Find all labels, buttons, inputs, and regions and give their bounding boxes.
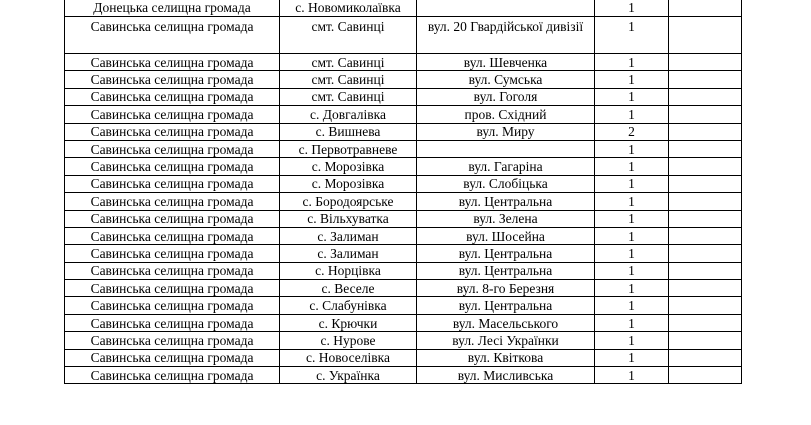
cell-street: вул. Центральна: [417, 297, 595, 314]
cell-community: Савинська селищна громада: [65, 106, 280, 123]
cell-settlement: с. Крючки: [280, 314, 417, 331]
cell-extra: [669, 106, 742, 123]
cell-count: 1: [595, 314, 669, 331]
table-row: [65, 17, 742, 54]
table-row: [65, 332, 742, 349]
cell-community: Савинська селищна громада: [65, 332, 280, 349]
cell-count: 1: [595, 158, 669, 175]
cell-count: 1: [595, 280, 669, 297]
cell-extra: [669, 71, 742, 88]
cell-community: Савинська селищна громада: [65, 175, 280, 192]
cell-count: 1: [595, 367, 669, 384]
cell-community: Савинська селищна громада: [65, 158, 280, 175]
cell-community: Савинська селищна громада: [65, 262, 280, 279]
table-row: [65, 106, 742, 123]
cell-settlement: смт. Савинці: [280, 54, 417, 71]
cell-count: 1: [595, 54, 669, 71]
cell-count: 1: [595, 210, 669, 227]
table-row: [65, 175, 742, 192]
table-row: [65, 349, 742, 366]
cell-settlement: с. Вишнева: [280, 123, 417, 140]
cell-extra: [669, 280, 742, 297]
cell-count: 1: [595, 297, 669, 314]
cell-extra: [669, 175, 742, 192]
cell-street: вул. Слобіцька: [417, 175, 595, 192]
table-row: [65, 0, 742, 17]
cell-extra: [669, 245, 742, 262]
cell-settlement: с. Вільхуватка: [280, 210, 417, 227]
cell-count: 2: [595, 123, 669, 140]
cell-settlement: с. Українка: [280, 367, 417, 384]
cell-extra: [669, 88, 742, 105]
cell-count: 1: [595, 227, 669, 244]
cell-street: вул. Гоголя: [417, 88, 595, 105]
cell-extra: [669, 367, 742, 384]
cell-street: вул. Масельського: [417, 314, 595, 331]
cell-community: Савинська селищна громада: [65, 245, 280, 262]
cell-street: пров. Східний: [417, 106, 595, 123]
cell-community: Савинська селищна громада: [65, 54, 280, 71]
table-body: [65, 0, 742, 384]
table-row: [65, 227, 742, 244]
cell-settlement: с. Первотравневе: [280, 140, 417, 157]
cell-settlement: смт. Савинці: [280, 71, 417, 88]
cell-street: вул. Квіткова: [417, 349, 595, 366]
table-row: [65, 314, 742, 331]
cell-community: Савинська селищна громада: [65, 88, 280, 105]
table-row: [65, 140, 742, 157]
cell-count: 1: [595, 175, 669, 192]
cell-settlement: с. Новомиколаївка: [280, 0, 417, 17]
cell-extra: [669, 227, 742, 244]
cell-street: вул. Лесі Українки: [417, 332, 595, 349]
cell-street: вул. Сумська: [417, 71, 595, 88]
cell-community: Донецька селищна громада: [65, 0, 280, 17]
cell-extra: [669, 332, 742, 349]
cell-community: Савинська селищна громада: [65, 123, 280, 140]
cell-count: 1: [595, 193, 669, 210]
cell-count: 1: [595, 106, 669, 123]
cell-extra: [669, 54, 742, 71]
cell-settlement: с. Норцівка: [280, 262, 417, 279]
cell-settlement: с. Бородоярське: [280, 193, 417, 210]
cell-count: 1: [595, 0, 669, 17]
cell-street: вул. Мисливська: [417, 367, 595, 384]
table-row: [65, 71, 742, 88]
cell-settlement: с. Морозівка: [280, 158, 417, 175]
cell-street: вул. 8-го Березня: [417, 280, 595, 297]
cell-extra: [669, 210, 742, 227]
cell-settlement: смт. Савинці: [280, 17, 417, 54]
cell-community: Савинська селищна громада: [65, 227, 280, 244]
table-row: [65, 54, 742, 71]
cell-street: вул. 20 Гвардійської дивізії: [417, 17, 595, 54]
cell-community: Савинська селищна громада: [65, 140, 280, 157]
cell-count: 1: [595, 262, 669, 279]
cell-community: Савинська селищна громада: [65, 280, 280, 297]
cell-count: 1: [595, 88, 669, 105]
cell-extra: [669, 314, 742, 331]
cell-extra: [669, 158, 742, 175]
cell-extra: [669, 0, 742, 17]
cell-street: [417, 140, 595, 157]
cell-extra: [669, 140, 742, 157]
cell-community: Савинська селищна громада: [65, 193, 280, 210]
table-row: [65, 367, 742, 384]
table-row: [65, 297, 742, 314]
cell-street: вул. Центральна: [417, 193, 595, 210]
cell-extra: [669, 297, 742, 314]
cell-street: вул. Центральна: [417, 262, 595, 279]
cell-community: Савинська селищна громада: [65, 71, 280, 88]
table-row: [65, 245, 742, 262]
cell-street: вул. Гагаріна: [417, 158, 595, 175]
cell-count: 1: [595, 245, 669, 262]
cell-count: 1: [595, 71, 669, 88]
table-row: [65, 123, 742, 140]
cell-count: 1: [595, 349, 669, 366]
cell-settlement: с. Залиман: [280, 245, 417, 262]
cell-settlement: с. Слабунівка: [280, 297, 417, 314]
cell-street: вул. Шевченка: [417, 54, 595, 71]
cell-settlement: с. Залиман: [280, 227, 417, 244]
table-row: [65, 193, 742, 210]
cell-extra: [669, 193, 742, 210]
cell-settlement: смт. Савинці: [280, 88, 417, 105]
cell-extra: [669, 17, 742, 54]
cell-settlement: с. Довгалівка: [280, 106, 417, 123]
cell-community: Савинська селищна громада: [65, 367, 280, 384]
cell-count: 1: [595, 17, 669, 54]
cell-community: Савинська селищна громада: [65, 210, 280, 227]
cell-street: вул. Миру: [417, 123, 595, 140]
table-row: [65, 210, 742, 227]
cell-settlement: с. Веселе: [280, 280, 417, 297]
cell-settlement: с. Нурове: [280, 332, 417, 349]
cell-count: 1: [595, 140, 669, 157]
cell-community: Савинська селищна громада: [65, 349, 280, 366]
cell-settlement: с. Новоселівка: [280, 349, 417, 366]
cell-count: 1: [595, 332, 669, 349]
cell-street: вул. Шосейна: [417, 227, 595, 244]
cell-street: [417, 0, 595, 17]
cell-extra: [669, 349, 742, 366]
cell-extra: [669, 262, 742, 279]
cell-community: Савинська селищна громада: [65, 314, 280, 331]
table-row: [65, 262, 742, 279]
cell-settlement: с. Морозівка: [280, 175, 417, 192]
cell-street: вул. Центральна: [417, 245, 595, 262]
table-row: [65, 158, 742, 175]
table-row: [65, 88, 742, 105]
settlements-table: [64, 0, 742, 384]
table-row: [65, 280, 742, 297]
cell-community: Савинська селищна громада: [65, 297, 280, 314]
cell-street: вул. Зелена: [417, 210, 595, 227]
cell-community: Савинська селищна громада: [65, 17, 280, 54]
cell-extra: [669, 123, 742, 140]
